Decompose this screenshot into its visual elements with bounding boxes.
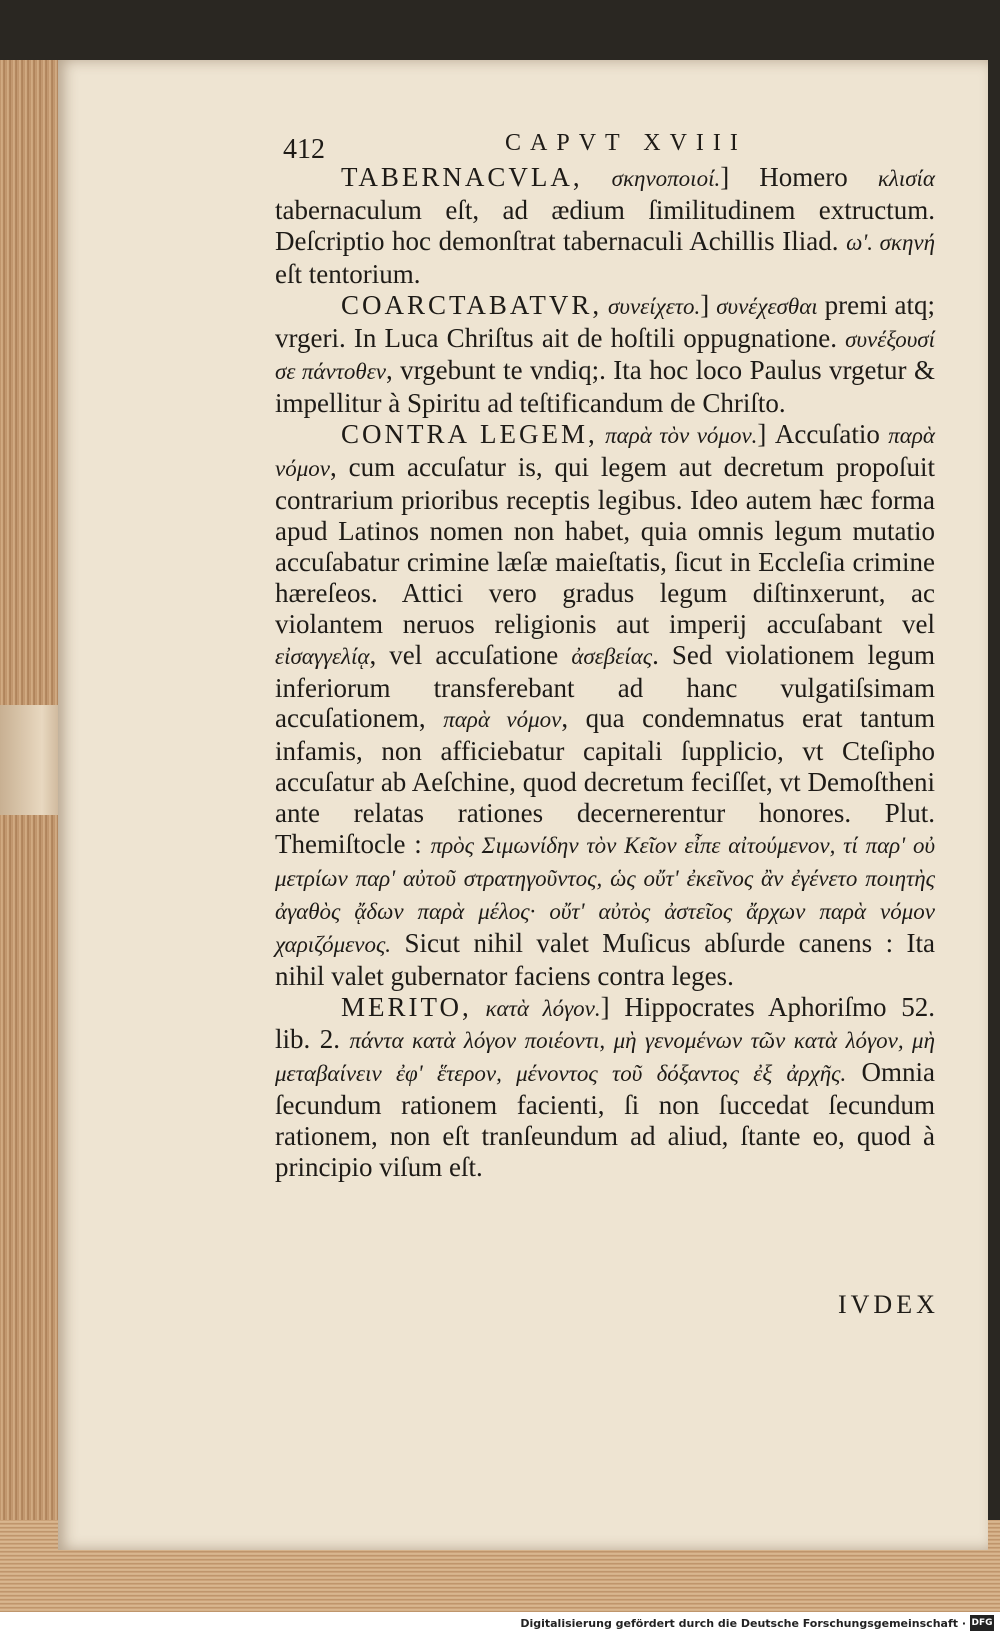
latin-text: , cum accuſatur is, qui legem aut decretum propoſuit contrarium prioribus receptis legibus. Ideo autem hæc forma apud Latinos nomen non habet, quia omnis legum mutatio accuſabatur crimine læſæ maieſtatis, ſicut in Eccleſia crimine hæreſeos. Attici vero gradus legum diſtinxerunt, ac violantem neruos religionis aut imperij accuſabant vel xyxy=(275,452,935,639)
latin-text: Sicut nihil valet Muſicus abſurde canens : Ita nihil valet gubernator faciens contra leges. xyxy=(275,927,935,991)
greek-text: πρὸς Σιμωνίδην τὸν Κεῖον εἶπε αἰτούμενον, τί παρ' οὐ μετρίων παρ' αὐτοῦ στρατηγοῦντος, ὡς οὔτ' ἐκεῖνος ἂν ἐγένετο ποιητὴς ἀγαθὸς ᾄδων παρὰ μέλος· οὔτ' αὐτὸς ἀστεῖος ἄρχων παρὰ νόμον χαριζόμενος. xyxy=(275,833,936,957)
greek-text: κατὰ λόγον. xyxy=(471,995,601,1021)
catchword: IVDEX xyxy=(838,1290,939,1319)
greek-text: σκηνοποιοί. xyxy=(582,166,721,191)
greek-text: παρὰ νόμον xyxy=(443,707,562,733)
latin-text: Omnia ſecundum rationem facienti, ſi non ſuccedat ſecundum rationem, non eſt tranſeundum ad aliud, ſtante eo, quod à principio viſum eſt. xyxy=(275,1057,935,1183)
greek-text: παρὰ νόμον xyxy=(275,423,935,482)
lemma-heading: MERITO, xyxy=(341,991,472,1022)
greek-text: ἀσεβείας xyxy=(571,643,653,669)
latin-text: ] Homero xyxy=(720,162,878,192)
latin-text: ] Accuſatio xyxy=(757,419,889,450)
greek-text: συνέχεσθαι xyxy=(716,293,818,319)
greek-text: συνέξουσί σε πάντοθεν xyxy=(275,326,935,385)
latin-text: ] xyxy=(700,289,717,320)
paragraph xyxy=(275,419,935,991)
greek-text: ω'. σκηνή xyxy=(846,229,935,255)
paragraph xyxy=(275,992,935,1183)
latin-text: tabernaculum eſt, ad ædium ſimilitudinem extructum. Deſcriptio hoc demonſtrat tabernaculi Achillis Iliad. xyxy=(275,194,935,256)
lemma-heading: TABERNACVLA, xyxy=(341,162,583,192)
latin-text: , vel accuſatione xyxy=(369,639,572,670)
greek-text: συνείχετο. xyxy=(602,293,701,319)
digitization-footer xyxy=(0,1612,1000,1638)
lemma-heading: COARCTABATVR, xyxy=(341,289,603,320)
paragraph xyxy=(275,290,935,420)
page-number: 412 xyxy=(283,134,325,165)
latin-text: , vrgebunt te vndiq;. Ita hoc loco Paulus vrgetur & impellitur à Spiritu ad teſtificandum de Chriſto. xyxy=(275,355,935,419)
greek-text: εἰσαγγελίᾳ xyxy=(275,643,370,669)
greek-text: πάντα κατὰ λόγον ποιέοντι, μὴ γενομένων τῶν κατὰ λόγον, μὴ μεταβαίνειν ἐφ' ἕτερον, μένοντος τοῦ δόξαντος ἐξ ἀρχῆς. xyxy=(275,1028,935,1087)
lemma-heading: CONTRA LEGEM, xyxy=(341,419,598,450)
footer-credit: Digitalisierung gefördert durch die Deutsche Forschungsgemeinschaft · xyxy=(520,1617,966,1630)
latin-text: eſt tentorium. xyxy=(275,258,421,289)
latin-text: ] Hippocrates Aphoriſmo 52. lib. 2. xyxy=(275,991,935,1055)
body-text xyxy=(275,162,935,1183)
latin-text: . Sed violationem legum inferiorum transferebant ad hanc vulgatiſsimam accuſationem, xyxy=(275,639,935,734)
latin-text: premi atq; vrgeri. In Luca Chriſtus ait de hoſtili oppugnatione. xyxy=(275,289,935,353)
greek-text: παρὰ τὸν νόμον. xyxy=(597,423,758,449)
running-head: CAPVT XVIII xyxy=(505,130,747,156)
dfg-logo-icon: DFG xyxy=(970,1615,994,1631)
paragraph xyxy=(275,162,935,290)
greek-text: κλισία xyxy=(877,166,936,191)
latin-text: , qua condemnatus erat tantum infamis, non afficiebatur capitali ſupplicio, vt Cteſipho accuſatur ab Aeſchine, quod decretum feciſſet, vt Demoſtheni ante relatas rationes decernerentur honores. Plut. Themiſtocle : xyxy=(275,703,935,860)
